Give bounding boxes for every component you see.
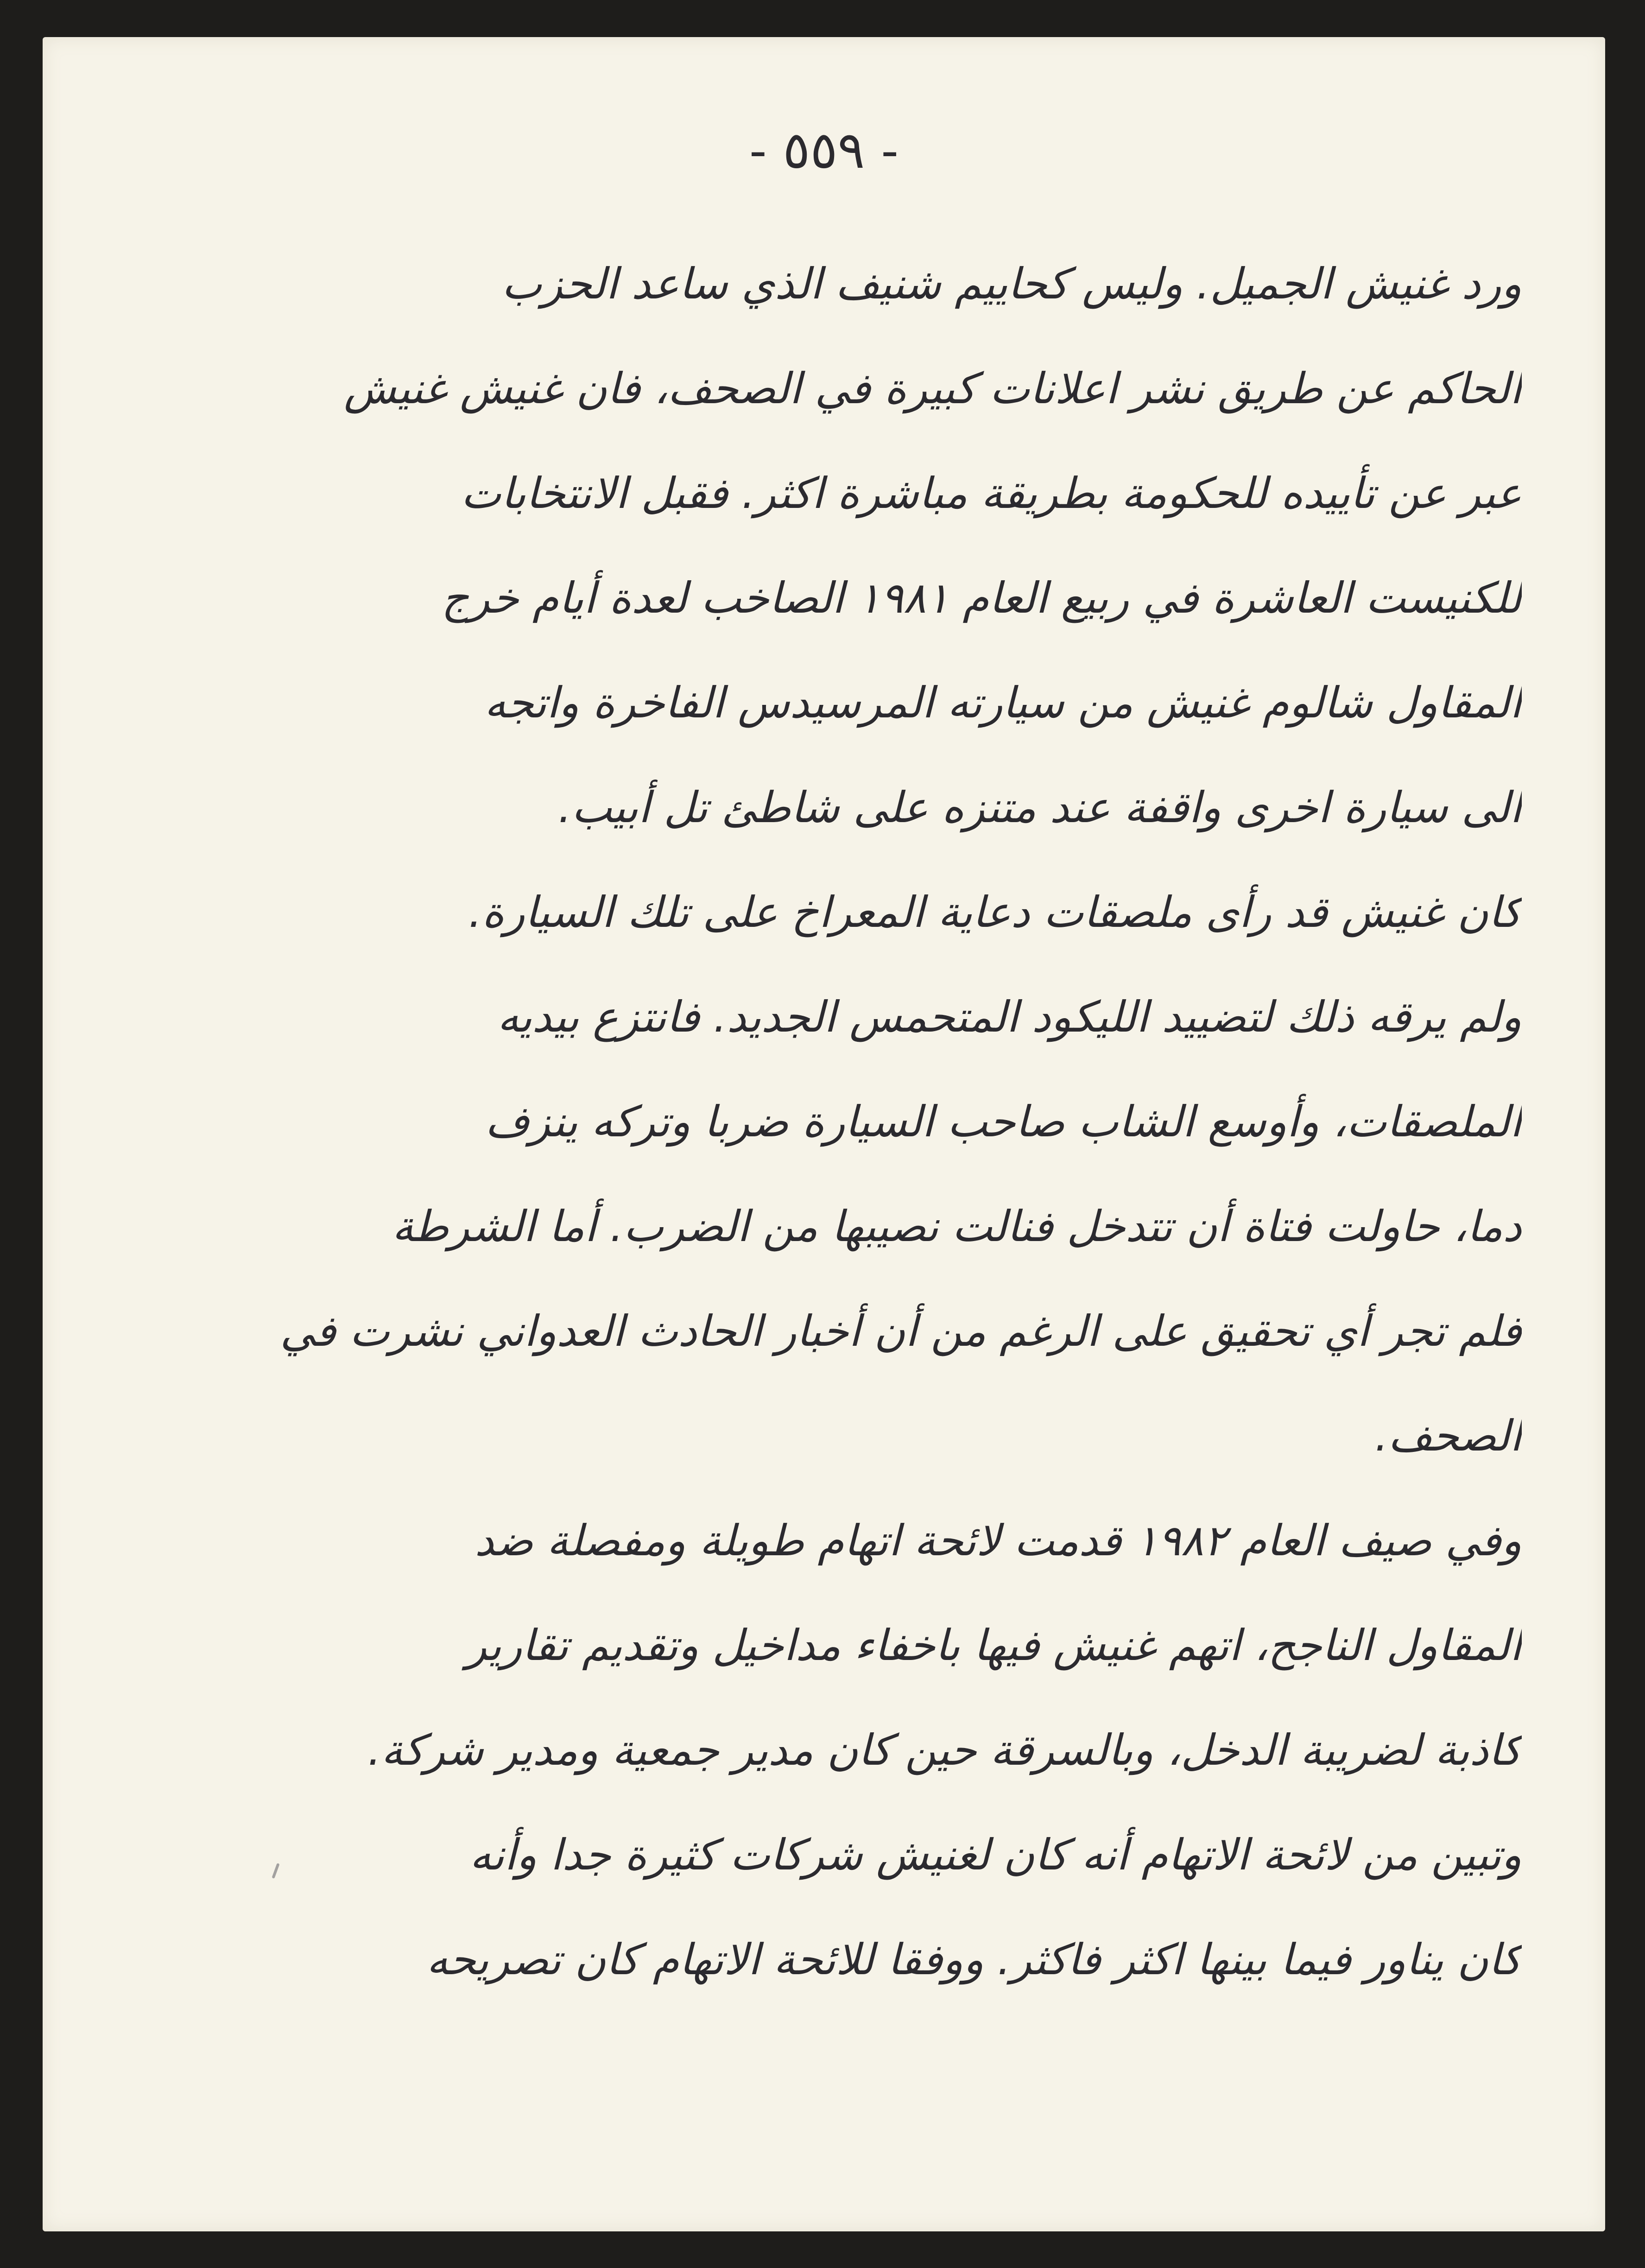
text-line: للكنيست العاشرة في ربيع العام ١٩٨١ الصاخب لعدة أيام خرج xyxy=(441,573,1522,623)
text-line: فلم تجر أي تحقيق على الرغم من أن أخبار الحادث العدواني نشرت في xyxy=(280,1306,1522,1356)
text-line: ورد غنيش الجميل. وليس كحاييم شنيف الذي ساعد الحزب xyxy=(501,259,1522,309)
text-line: وفي صيف العام ١٩٨٢ قدمت لائحة اتهام طويلة ومفصلة ضد xyxy=(475,1516,1522,1565)
text-line: المقاول شالوم غنيش من سيارته المرسيدس الفاخرة واتجه xyxy=(484,678,1522,728)
text-line: كان يناور فيما بينها اكثر فاكثر. ووفقا للائحة الاتهام كان تصريحه xyxy=(426,1935,1522,1984)
text-line: الصحف. xyxy=(1374,1411,1522,1461)
text-line: الى سيارة اخرى واقفة عند متنزه على شاطئ تل أبيب. xyxy=(558,783,1522,832)
text-line: الملصقات، وأوسع الشاب صاحب السيارة ضربا وتركه ينزف xyxy=(485,1097,1522,1147)
handwritten-text-block xyxy=(126,232,1522,2012)
text-line: عبر عن تأييده للحكومة بطريقة مباشرة اكثر. فقبل الانتخابات xyxy=(461,469,1522,518)
text-line: ولم يرقه ذلك لتضييد الليكود المتحمس الجديد. فانتزع بيديه xyxy=(497,992,1522,1042)
text-line: الحاكم عن طريق نشر اعلانات كبيرة في الصحف، فان غنيش غنيش xyxy=(344,364,1522,413)
text-line: كاذبة لضريبة الدخل، وبالسرقة حين كان مدير جمعية ومدير شركة. xyxy=(367,1725,1522,1775)
text-line: وتبين من لائحة الاتهام أنه كان لغنيش شركات كثيرة جدا وأنه xyxy=(469,1830,1522,1880)
document-page xyxy=(43,37,1605,2231)
text-line: المقاول الناجح، اتهم غنيش فيها باخفاء مداخيل وتقديم تقارير xyxy=(466,1621,1522,1670)
text-line: كان غنيش قد رأى ملصقات دعاية المعراخ على تلك السيارة. xyxy=(468,887,1522,937)
page-number: - ٥٥٩ - xyxy=(749,120,898,180)
text-line: دما، حاولت فتاة أن تتدخل فنالت نصيبها من الضرب. أما الشرطة xyxy=(392,1202,1522,1251)
